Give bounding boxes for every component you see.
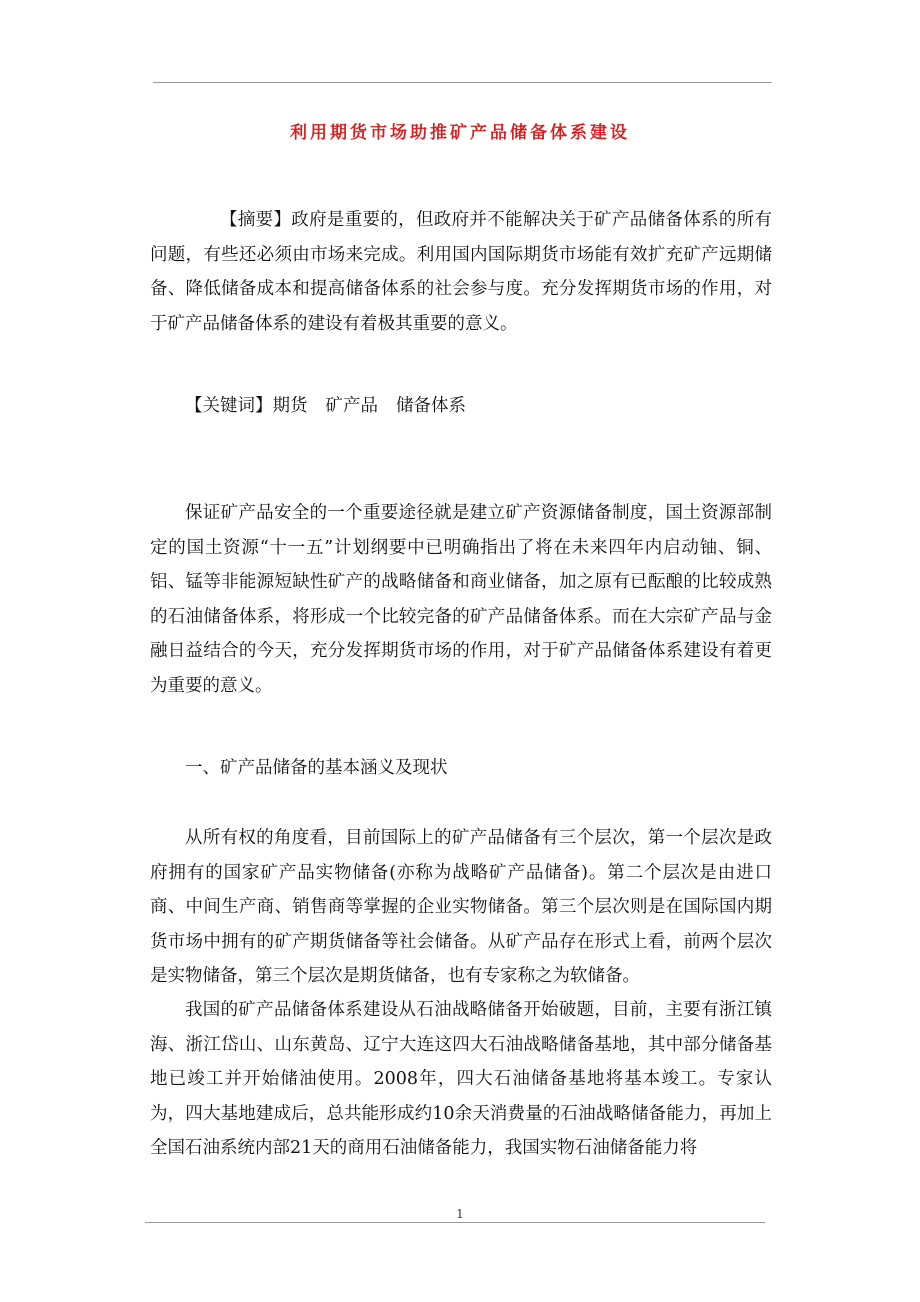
body-paragraph: 我国的矿产品储备体系建设从石油战略储备开始破题，目前，主要有浙江镇海、浙江岱山、山东黄岛、辽宁大连这四大石油战略储备基地，其中部分储备基地已竣工并开始储油使用。2008年，四大石油储备基地将基本竣工。专家认为，四大基地建成后，总共能形成约10余天消费量的石油战略储备能力，再加上全国石油系统内部21天的商用石油储备能力，我国实物石油储备能力将 bbox=[150, 1000, 772, 1158]
page-number: 1 bbox=[456, 1207, 464, 1221]
keywords-line bbox=[150, 389, 772, 424]
keyword-item: 矿产品 bbox=[325, 396, 378, 416]
abstract-paragraph: 【摘要】政府是重要的，但政府并不能解决关于矿产品储备体系的所有问题，有些还必须由市场来完成。利用国内国际期货市场能有效扩充矿产远期储备、降低储备成本和提高储备体系的社会参与度。充分发挥期货市场的作用，对于矿产品储备体系的建设有着极其重要的意义。 bbox=[150, 210, 772, 334]
footer-rule bbox=[145, 1222, 765, 1223]
header-rule bbox=[153, 82, 772, 83]
body-paragraph: 从所有权的角度看，目前国际上的矿产品储备有三个层次，第一个层次是政府拥有的国家矿产品实物储备(亦称为战略矿产品储备)。第二个层次是由进口商、中间生产商、销售商等掌握的企业实物储备。第三个层次则是在国际国内期货市场中拥有的矿产期货储备等社会储备。从矿产品存在形式上看，前两个层次是实物储备，第三个层次是期货储备，也有专家称之为软储备。 bbox=[150, 828, 772, 986]
keyword-item: 储备体系 bbox=[396, 396, 466, 416]
intro-paragraph: 保证矿产品安全的一个重要途径就是建立矿产资源储备制度，国土资源部制定的国土资源“十一五”计划纲要中已明确指出了将在未来四年内启动铀、铜、铝、锰等非能源短缺性矿产的战略储备和商业储备，加之原有已酝酿的比较成熟的石油储备体系，将形成一个比较完备的矿产品储备体系。而在大宗矿产品与金融日益结合的今天，充分发挥期货市场的作用，对于矿产品储备体系建设有着更为重要的意义。 bbox=[150, 503, 772, 696]
keywords-label: 【关键词】 bbox=[185, 396, 273, 416]
section-heading: 一、矿产品储备的基本涵义及现状 bbox=[185, 758, 448, 778]
keyword-item: 期货 bbox=[272, 396, 308, 416]
document-title: 利用期货市场助推矿产品储备体系建设 bbox=[290, 123, 630, 143]
